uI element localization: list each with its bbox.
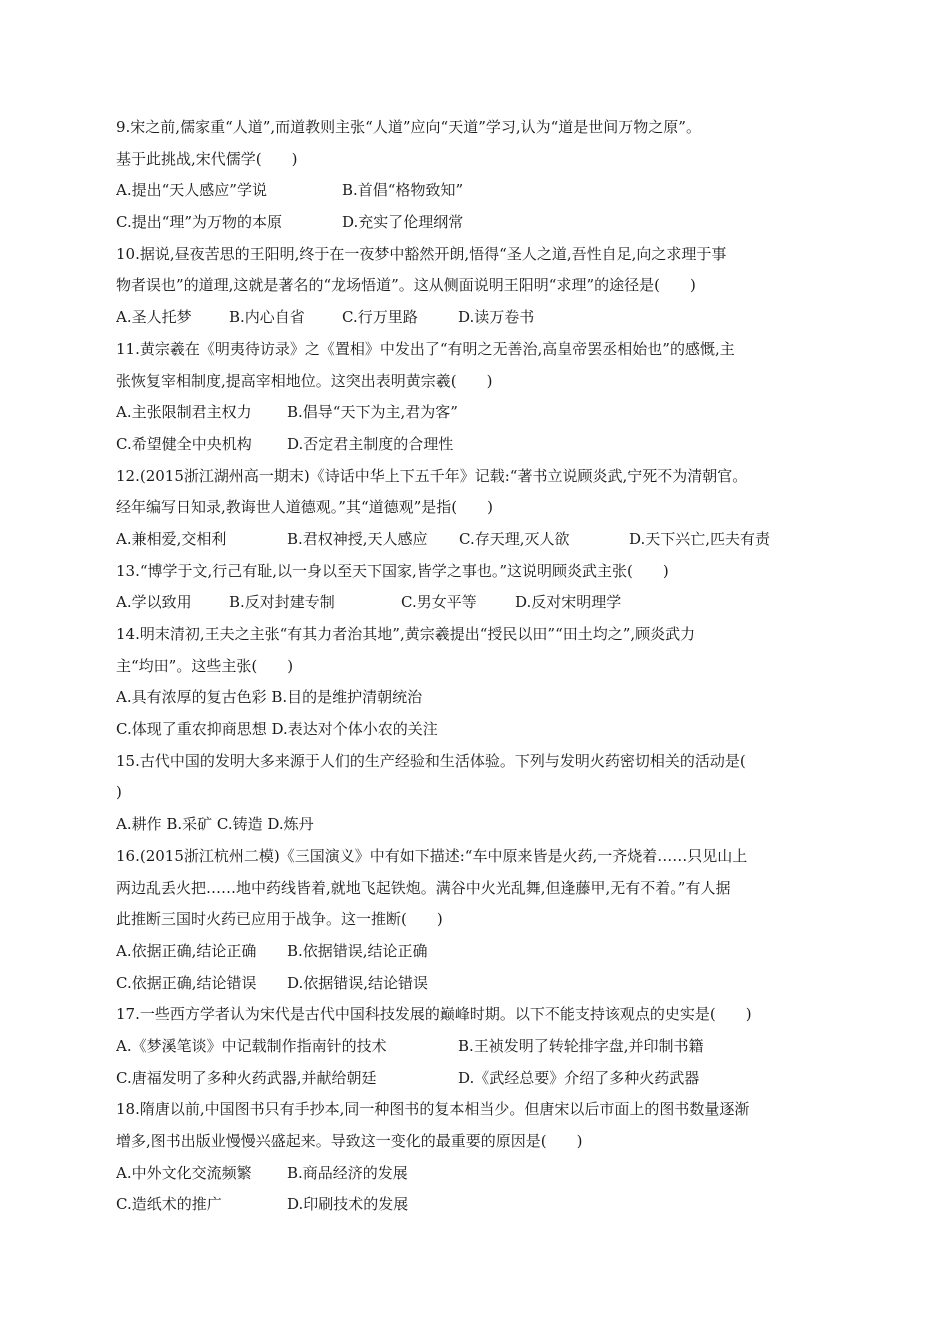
question-stem-line: ) — [116, 783, 122, 802]
question-stem-line: 16.(2015浙江杭州二模)《三国演义》中有如下描述:“车中原来皆是火药,一齐烧着……只见山上 — [116, 846, 748, 865]
question-list — [116, 112, 838, 1221]
option-a: A.主张限制君主权力 — [116, 403, 252, 422]
option-c: C.造纸术的推广 — [116, 1195, 222, 1214]
option-row — [116, 1189, 838, 1221]
option-row — [116, 397, 838, 429]
option-a: A.中外文化交流频繁 — [116, 1163, 252, 1182]
option-row — [116, 587, 838, 619]
option-b: B.内心自省 — [229, 308, 305, 327]
option-row: C.体现了重农抑商思想 D.表达对个体小农的关注 — [116, 720, 438, 739]
question-stem-line: 主“均田”。这些主张( ) — [116, 656, 294, 675]
option-d: D.《武经总要》介绍了多种火药武器 — [458, 1068, 700, 1087]
question-stem-line: 物者误也”的道理,这就是著名的“龙场悟道”。这从侧面说明王阳明“求理”的途径是( ) — [116, 276, 696, 295]
question-stem-line: 增多,图书出版业慢慢兴盛起来。导致这一变化的最重要的原因是( ) — [116, 1132, 583, 1150]
question-stem-line: 18.隋唐以前,中国图书只有手抄本,同一种图书的复本相当少。但唐宋以后市面上的图书数量逐渐 — [116, 1100, 750, 1119]
question-stem-line: 张恢复宰相制度,提高宰相地位。这突出表明黄宗羲( ) — [116, 371, 493, 390]
option-a: A.学以致用 — [116, 593, 192, 612]
option-c: C.行万里路 — [342, 308, 418, 327]
option-b: B.王祯发明了转轮排字盘,并印制书籍 — [458, 1036, 704, 1055]
option-row: A.耕作 B.采矿 C.铸造 D.炼丹 — [116, 815, 314, 834]
question-stem-line: 12.(2015浙江湖州高一期末)《诗话中华上下五千年》记载:“著书立说顾炎武,宁死不为清朝官。 — [116, 466, 748, 485]
question-stem-line: 13.“博学于文,行己有耻,以一身以至天下国家,皆学之事也。”这说明顾炎武主张( ) — [116, 561, 669, 580]
option-row — [116, 936, 838, 968]
option-row — [116, 1158, 838, 1190]
question-stem-line: 两边乱丢火把……地中药线皆着,就地飞起铁炮。满谷中火光乱舞,但逢藤甲,无有不着。”有人据 — [116, 878, 731, 897]
question-16 — [116, 841, 838, 999]
question-stem-line: 10.据说,昼夜苦思的王阳明,终于在一夜梦中豁然开朗,悟得“圣人之道,吾性自足,向之求理于事 — [116, 244, 727, 263]
question-14 — [116, 619, 838, 746]
option-a: A.《梦溪笔谈》中记载制作指南针的技术 — [116, 1036, 387, 1055]
option-d: D.印刷技术的发展 — [287, 1195, 409, 1214]
question-stem-line: 基于此挑战,宋代儒学( ) — [116, 149, 298, 168]
option-row — [116, 302, 838, 334]
option-a: A.依据正确,结论正确 — [116, 941, 257, 960]
option-row — [116, 968, 838, 1000]
question-9 — [116, 112, 838, 239]
option-row: A.具有浓厚的复古色彩 B.目的是维护清朝统治 — [116, 688, 423, 707]
option-c: C.提出“理”为万物的本原 — [116, 213, 283, 232]
option-b: B.依据错误,结论正确 — [287, 941, 428, 960]
question-stem-line: 经年编写日知录,教诲世人道德观。”其“道德观”是指( ) — [116, 498, 493, 517]
question-13 — [116, 556, 838, 619]
question-stem-line: 9.宋之前,儒家重“人道”,而道教则主张“人道”应向“天道”学习,认为“道是世间万物之原”。 — [116, 118, 701, 136]
option-c: C.男女平等 — [401, 593, 477, 612]
question-stem-line: 14.明末清初,王夫之主张“有其力者治其地”,黄宗羲提出“授民以田”“田土均之”,顾炎武力 — [116, 625, 696, 643]
question-stem-line: 11.黄宗羲在《明夷待访录》之《置相》中发出了“有明之无善治,高皇帝罢丞相始也”的感慨,主 — [116, 339, 735, 358]
option-a: A.兼相爱,交相利 — [116, 529, 227, 548]
option-d: D.天下兴亡,匹夫有责 — [629, 529, 771, 548]
option-c: C.唐福发明了多种火药武器,并献给朝廷 — [116, 1068, 377, 1087]
option-b: B.倡导“天下为主,君为客” — [287, 403, 458, 422]
option-a: A.圣人托梦 — [116, 308, 192, 327]
question-10 — [116, 239, 838, 334]
option-b: B.首倡“格物致知” — [342, 181, 464, 200]
option-c: C.希望健全中央机构 — [116, 434, 252, 453]
option-row — [116, 175, 838, 207]
question-15 — [116, 746, 838, 841]
option-d: D.充实了伦理纲常 — [342, 213, 464, 232]
question-12 — [116, 461, 838, 556]
option-a: A.提出“天人感应”学说 — [116, 181, 267, 200]
option-d: D.读万卷书 — [458, 308, 535, 327]
option-d: D.否定君主制度的合理性 — [287, 434, 454, 453]
option-row — [116, 1063, 838, 1095]
option-row — [116, 429, 838, 461]
question-18 — [116, 1094, 838, 1221]
question-stem-line: 17.一些西方学者认为宋代是古代中国科技发展的巅峰时期。以下不能支持该观点的史实是( ) — [116, 1005, 752, 1024]
question-stem-line: 此推断三国时火药已应用于战争。这一推断( ) — [116, 910, 443, 929]
option-b: B.君权神授,天人感应 — [287, 529, 428, 548]
option-b: B.反对封建专制 — [229, 593, 335, 612]
option-c: C.存天理,灭人欲 — [459, 529, 570, 548]
option-d: D.依据错误,结论错误 — [287, 973, 429, 992]
option-row — [116, 524, 838, 556]
question-stem-line: 15.古代中国的发明大多来源于人们的生产经验和生活体验。下列与发明火药密切相关的活动是( — [116, 751, 746, 770]
option-row — [116, 1031, 838, 1063]
option-b: B.商品经济的发展 — [287, 1163, 408, 1182]
option-row — [116, 207, 838, 239]
option-c: C.依据正确,结论错误 — [116, 973, 257, 992]
option-d: D.反对宋明理学 — [515, 593, 622, 612]
question-17 — [116, 999, 838, 1094]
question-11 — [116, 334, 838, 461]
